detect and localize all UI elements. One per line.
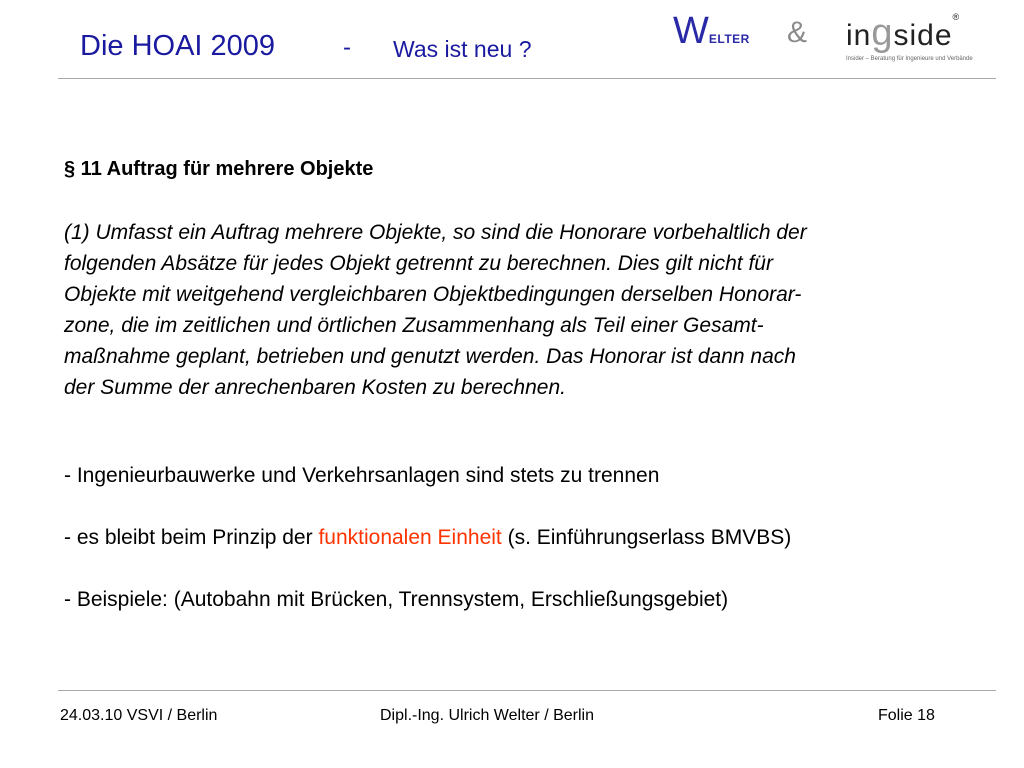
- slide-title: Die HOAI 2009: [80, 30, 276, 62]
- highlight-text: funktionalen Einheit: [318, 526, 502, 549]
- welter-logo: [673, 10, 750, 53]
- bullet-item: - Beispiele: (Autobahn mit Brücken, Trennsystem, Erschließungsgebiet): [64, 588, 729, 611]
- section-heading: § 11 Auftrag für mehrere Objekte: [64, 158, 374, 180]
- welter-logo-initial: W: [673, 10, 709, 52]
- header-divider: [58, 78, 996, 79]
- ingside-logo-post: side: [893, 19, 953, 52]
- paragraph-1: [64, 217, 984, 403]
- paragraph-line: der Summe der anrechenbaren Kosten zu berechnen.: [64, 376, 566, 399]
- footer-date-location: 24.03.10 VSVI / Berlin: [60, 707, 218, 724]
- paragraph-line: zone, die im zeitlichen und örtlichen Zusammenhang als Teil einer Gesamt-: [64, 314, 764, 337]
- paragraph-line: (1) Umfasst ein Auftrag mehrere Objekte, so sind die Honorare vorbehaltlich der: [64, 221, 807, 244]
- bullet-text: - es bleibt beim Prinzip der: [64, 526, 319, 549]
- ingside-logo-g: g: [871, 12, 894, 54]
- footer-divider: [58, 690, 996, 691]
- logo-ampersand: &: [787, 16, 808, 49]
- bullet-text: (s. Einführungserlass BMVBS): [501, 526, 792, 549]
- paragraph-line: folgenden Absätze für jedes Objekt getrennt zu berechnen. Dies gilt nicht für: [64, 252, 773, 275]
- footer-slide-number: Folie 18: [878, 707, 935, 724]
- ingside-tagline: Insider – Beratung für Ingenieure und Verbände: [846, 56, 973, 62]
- ingside-logo: [846, 12, 960, 55]
- slide-subtitle: Was ist neu ?: [393, 36, 532, 62]
- footer-author: Dipl.-Ing. Ulrich Welter / Berlin: [380, 707, 594, 724]
- paragraph-line: maßnahme geplant, betrieben und genutzt werden. Das Honorar ist dann nach: [64, 345, 796, 368]
- welter-logo-rest: ELTER: [708, 32, 750, 46]
- paragraph-line: Objekte mit weitgehend vergleichbaren Objektbedingungen derselben Honorar-: [64, 283, 802, 306]
- registered-mark: ®: [952, 12, 961, 22]
- bullet-item: [64, 526, 791, 550]
- title-separator: -: [343, 34, 351, 61]
- ingside-logo-pre: in: [846, 19, 872, 52]
- bullet-item: - Ingenieurbauwerke und Verkehrsanlagen sind stets zu trennen: [64, 464, 660, 487]
